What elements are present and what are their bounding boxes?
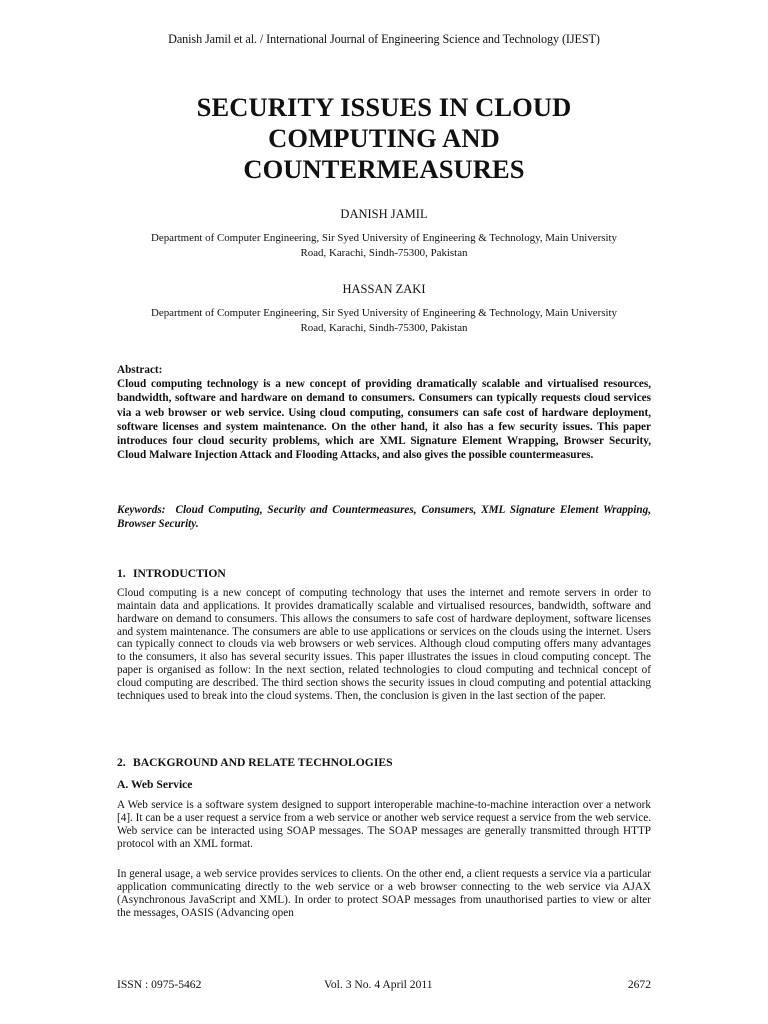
- running-header: Danish Jamil et al. / International Journal of Engineering Science and Technology (IJEST): [168, 32, 600, 46]
- footer-page-number: 2672: [627, 978, 651, 991]
- keywords: [117, 503, 651, 531]
- section-heading-introduction: [117, 567, 226, 580]
- affiliation-line: Road, Karachi, Sindh-75300, Pakistan: [300, 246, 468, 259]
- paper-title: [100, 92, 668, 185]
- abstract-heading: Abstract:: [117, 364, 163, 376]
- author-affiliation: [100, 231, 668, 260]
- web-service-paragraph: In general usage, a web service provides services to clients. On the other end, a client requests a service via a particular application communicating directly to the web service or a web browser connecting to the web service via AJAX (Asynchronous JavaScript and XML). In order to protect SOAP messages from unauthorised parties to view or alter the messages, OASIS (Advancing open: [117, 868, 651, 919]
- subsection-heading-web-service: A. Web Service: [117, 778, 193, 791]
- affiliation-line: Department of Computer Engineering, Sir Syed University of Engineering & Technology, Main University: [151, 307, 617, 319]
- author-affiliation: [100, 306, 668, 335]
- abstract: [117, 363, 651, 462]
- title-line: COMPUTING AND: [268, 123, 500, 153]
- affiliation-line: Department of Computer Engineering, Sir Syed University of Engineering & Technology, Main University: [151, 232, 617, 244]
- abstract-text: Cloud computing technology is a new concept of providing dramatically scalable and virtualised resources, bandwidth, software and hardware on demand to consumers. Consumers can typically requests cloud services via a web browser or web service. Using cloud computing, consumers can safe cost of hardware deployment, software licenses and system maintenance. On the other hand, it also has a few security issues. This paper introduces four cloud security problems, which are XML Signature Element Wrapping, Browser Security, Cloud Malware Injection Attack and Flooding Attacks, and also gives the possible countermeasures.: [117, 378, 651, 462]
- section-heading-background: [117, 756, 393, 769]
- keywords-text: Cloud Computing, Security and Countermeasures, Consumers, XML Signature Element Wrapping, Browser Security.: [117, 504, 651, 531]
- footer-issn: ISSN : 0975-5462: [117, 978, 202, 991]
- section-number: 1.: [117, 567, 126, 580]
- web-service-paragraph: A Web service is a software system designed to support interoperable machine-to-machine interaction over a network [4]. It can be a user request a service from a web service or another web service request a service from the web service. Web service can be interacted using SOAP messages. The SOAP messages are generally transmitted through HTTP protocol with an XML format.: [117, 799, 651, 850]
- author-name: DANISH JAMIL: [340, 207, 428, 221]
- title-line: COUNTERMEASURES: [243, 154, 525, 184]
- section-title: INTRODUCTION: [133, 567, 226, 580]
- section-title: BACKGROUND AND RELATE TECHNOLOGIES: [133, 756, 393, 769]
- affiliation-line: Road, Karachi, Sindh-75300, Pakistan: [300, 321, 468, 334]
- footer-volume: Vol. 3 No. 4 April 2011: [324, 978, 433, 991]
- section-number: 2.: [117, 756, 126, 769]
- author-name: HASSAN ZAKI: [342, 282, 426, 296]
- keywords-label: Keywords:: [117, 504, 166, 516]
- title-line: SECURITY ISSUES IN CLOUD: [196, 92, 572, 122]
- introduction-paragraph: Cloud computing is a new concept of computing technology that uses the internet and remote servers in order to maintain data and applications. It provides dramatically scalable and virtualised resources, bandwidth, software and hardware on demand to consumers. This allows the consumers to safe cost of hardware deployment, software licenses and system maintenance. The consumers are able to use applications or services on the clouds using the internet. Users can typically connect to clouds via web browsers or web services. Although cloud computing offers many advantages to the consumers, it also has several security issues. This paper illustrates the issues in cloud computing concept. The paper is organised as follow: In the next section, related technologies to cloud computing and technical concept of cloud computing are described. The third section shows the security issues in cloud computing and potential attacking techniques used to break into the cloud systems. Then, the conclusion is given in the last section of the paper.: [117, 587, 651, 702]
